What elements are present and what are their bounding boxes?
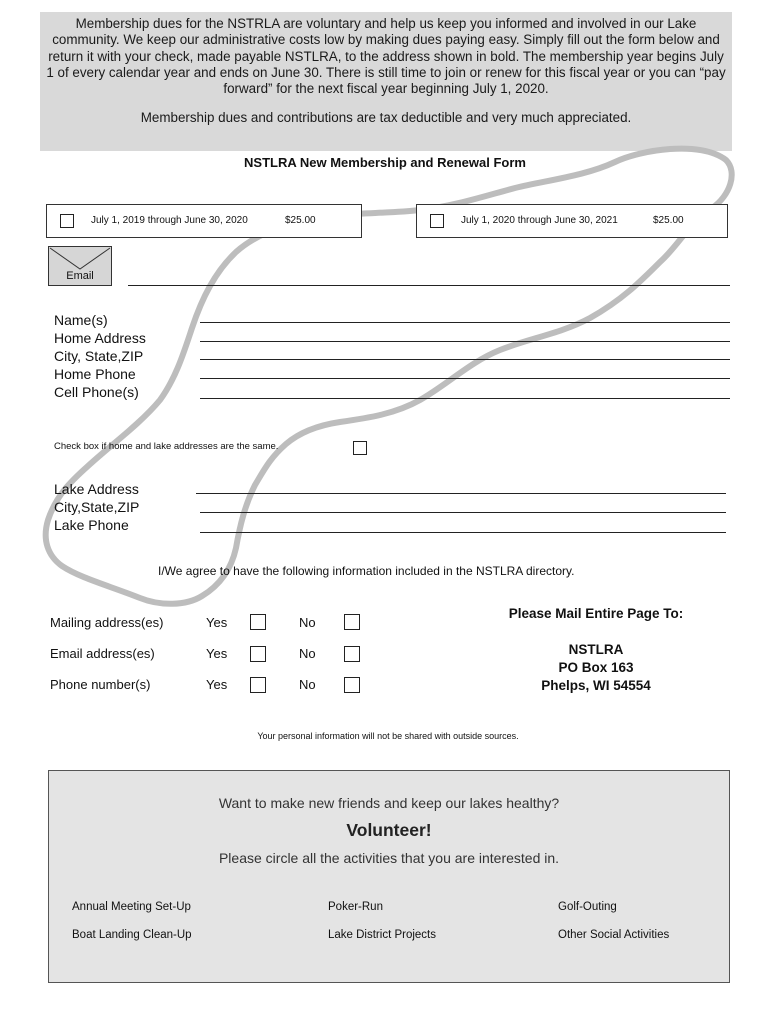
lake-city-state-zip-label: City,State,ZIP — [54, 499, 140, 515]
phone-number-label: Phone number(s) — [50, 677, 151, 692]
option-2020-2021[interactable] — [416, 204, 728, 238]
email-label: Email — [66, 270, 94, 282]
yes-label: Yes — [206, 615, 228, 630]
mail-heading: Please Mail Entire Page To: — [508, 606, 684, 621]
email-no-checkbox[interactable] — [344, 646, 360, 662]
no-label: No — [299, 615, 316, 630]
mail-city: Phelps, WI 54554 — [541, 678, 651, 693]
lake-phone-field[interactable] — [200, 532, 726, 533]
option-2019-2020[interactable] — [46, 204, 362, 238]
option-price: $25.00 — [653, 215, 684, 226]
home-phone-field[interactable] — [200, 378, 730, 379]
volunteer-instruction: Please circle all the activities that you are interested in. — [218, 850, 560, 866]
lake-address-label: Lake Address — [54, 481, 139, 497]
home-address-label: Home Address — [54, 330, 146, 346]
directory-note: I/We agree to have the following information included in the NSTLRA directory. — [158, 564, 575, 578]
intro-paragraph: Membership dues for the NSTRLA are voluntary and help us keep you informed and involved in our Lake community. We keep our administrative costs low by making dues paying easy. Simply fill out the form below and return it with your check, made payable NSTLRA, to the address shown in bold. The membership year begins July 1 of every calendar year and ends on June 30. There is still time to join or renew for this fiscal year or you can “pay forward” for the next fiscal year beginning July 1, 2020. — [46, 16, 726, 97]
cell-phone-field[interactable] — [200, 398, 730, 399]
no-label: No — [299, 646, 316, 661]
yes-label: Yes — [206, 646, 228, 661]
mailing-no-checkbox[interactable] — [344, 614, 360, 630]
mail-po-box: PO Box 163 — [558, 660, 634, 675]
privacy-note: Your personal information will not be shared with outside sources. — [257, 731, 519, 741]
option-price: $25.00 — [285, 215, 316, 226]
volunteer-heading: Volunteer! — [346, 820, 432, 840]
lake-city-state-zip-field[interactable] — [200, 512, 726, 513]
activity-other-social[interactable]: Other Social Activities — [558, 929, 670, 941]
volunteer-panel — [48, 770, 730, 983]
no-label: No — [299, 677, 316, 692]
volunteer-question: Want to make new friends and keep our lakes healthy? — [218, 795, 560, 811]
cell-phone-label: Cell Phone(s) — [54, 384, 139, 400]
activity-poker-run[interactable]: Poker-Run — [328, 901, 383, 913]
form-title: NSTLRA New Membership and Renewal Form — [244, 155, 526, 170]
email-yes-checkbox[interactable] — [250, 646, 266, 662]
city-state-zip-label: City, State,ZIP — [54, 348, 144, 364]
phone-yes-checkbox[interactable] — [250, 677, 266, 693]
mail-org-name: NSTLRA — [568, 642, 624, 657]
checkbox-2019-2020[interactable] — [60, 214, 74, 228]
city-state-zip-field[interactable] — [200, 359, 730, 360]
checkbox-2020-2021[interactable] — [430, 214, 444, 228]
home-phone-label: Home Phone — [54, 366, 136, 382]
email-envelope-icon — [48, 246, 112, 286]
option-period: July 1, 2020 through June 30, 2021 — [461, 215, 618, 226]
activity-lake-district[interactable]: Lake District Projects — [328, 929, 437, 941]
same-address-note: Check box if home and lake addresses are the same. — [54, 441, 279, 452]
email-address-label: Email address(es) — [50, 646, 155, 661]
mailing-yes-checkbox[interactable] — [250, 614, 266, 630]
tax-note: Membership dues and contributions are tax deductible and very much appreciated. — [140, 110, 632, 125]
same-address-checkbox[interactable] — [353, 441, 367, 455]
option-period: July 1, 2019 through June 30, 2020 — [91, 215, 248, 226]
email-field[interactable] — [128, 285, 730, 286]
home-address-field[interactable] — [200, 341, 730, 342]
activity-boat-landing[interactable]: Boat Landing Clean-Up — [72, 929, 192, 941]
name-field[interactable] — [200, 322, 730, 323]
phone-no-checkbox[interactable] — [344, 677, 360, 693]
lake-address-field[interactable] — [196, 493, 726, 494]
activity-golf-outing[interactable]: Golf-Outing — [558, 901, 617, 913]
lake-phone-label: Lake Phone — [54, 517, 129, 533]
mailing-address-label: Mailing address(es) — [50, 615, 164, 630]
activity-annual-meeting[interactable]: Annual Meeting Set-Up — [72, 901, 191, 913]
yes-label: Yes — [206, 677, 228, 692]
name-label: Name(s) — [54, 312, 108, 328]
